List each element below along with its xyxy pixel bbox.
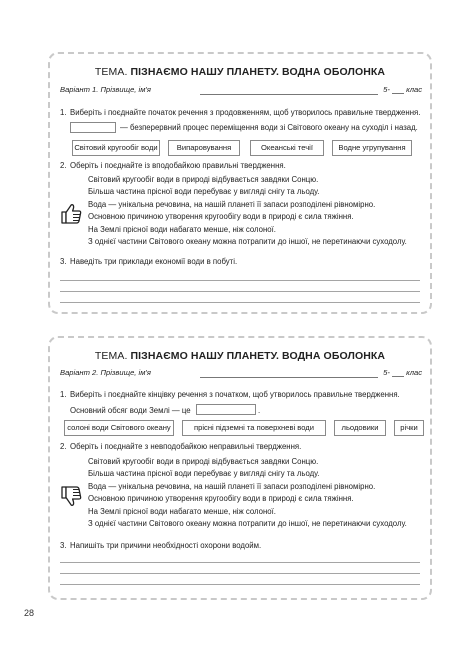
task-text: Наведіть три приклади економії води в побуті. <box>70 257 238 266</box>
option-chip[interactable]: Світовий кругообіг води <box>72 140 160 156</box>
grade-blank[interactable] <box>392 93 404 94</box>
name-input-line[interactable] <box>200 377 378 378</box>
thumbs-down-icon[interactable] <box>60 484 84 508</box>
statement-item[interactable]: На Землі прісної води набагато менше, ніж солоної. <box>88 506 276 516</box>
statement-item[interactable]: Більша частина прісної води перебуває у вигляді снігу та льоду. <box>88 187 320 197</box>
topic-heading <box>50 66 430 78</box>
grade-field <box>383 368 422 377</box>
statement-item[interactable]: Світовий кругообіг води в природі відбувається завдяки Сонцю. <box>88 457 319 466</box>
page-number: 28 <box>24 608 35 618</box>
statement-item[interactable]: Вода — унікальна речовина, на нашій планеті її запаси розподілені рівномірно. <box>88 199 376 209</box>
grade-blank[interactable] <box>392 376 404 377</box>
task-2-instruction <box>60 161 424 171</box>
task-number: 2. <box>60 442 67 451</box>
statement-item[interactable]: Основною причиною утворення кругообігу води в природі є сила тяжіння. <box>88 212 354 222</box>
task-text: Напишіть три причини необхідності охорони водойм. <box>70 541 262 550</box>
topic-label: ТЕМА. <box>94 350 128 362</box>
option-chip[interactable]: Випаровування <box>168 140 240 156</box>
answer-line[interactable] <box>60 302 420 303</box>
task-1-instruction <box>60 108 424 118</box>
sentence-end: . <box>258 406 261 415</box>
option-chip[interactable]: річки <box>394 420 424 436</box>
task-text: Оберіть і поєднайте із вподобайкою правильні твердження. <box>70 161 286 170</box>
student-info-row <box>60 85 422 99</box>
statement-item[interactable]: З однієї частини Світового океану можна потрапити до іншої, не перетинаючи суходолу. <box>88 237 407 247</box>
answer-line[interactable] <box>60 280 420 281</box>
worksheet-variant-1 <box>48 52 432 314</box>
task-number: 2. <box>60 161 67 170</box>
statement-item[interactable]: Світовий кругообіг води в природі відбувається завдяки Сонцю. <box>88 175 319 184</box>
statements-list <box>88 174 424 248</box>
grade-suffix: клас <box>406 85 422 94</box>
statement-item[interactable]: Більша частина прісної води перебуває у вигляді снігу та льоду. <box>88 469 320 479</box>
statement-item[interactable]: З однієї частини Світового океану можна потрапити до іншої, не перетинаючи суходолу. <box>88 519 407 529</box>
variant-label: Варіант 1. Прізвище, ім'я <box>60 85 151 94</box>
task-1-instruction <box>60 390 424 400</box>
statements-list <box>88 456 424 530</box>
answer-blank[interactable] <box>70 122 116 133</box>
option-chip[interactable]: солоні води Світового океану <box>64 420 174 436</box>
task-text: Виберіть і поєднайте початок речення з продовженням, щоб утворилось правильне твердження. <box>70 108 421 117</box>
option-chip[interactable]: льодовики <box>334 420 386 436</box>
thumbs-up-icon[interactable] <box>60 202 84 226</box>
task-text: Оберіть і поєднайте з невподобайкою неправильні твердження. <box>70 442 302 451</box>
statement-item[interactable]: На Землі прісної води набагато менше, ніж солоної. <box>88 224 276 234</box>
statement-item[interactable]: Основною причиною утворення кругообігу води в природі є сила тяжіння. <box>88 494 354 504</box>
task-number: 3. <box>60 257 67 266</box>
grade-prefix: 5- <box>383 368 390 377</box>
variant-label: Варіант 2. Прізвище, ім'я <box>60 368 151 377</box>
answer-line[interactable] <box>60 562 420 563</box>
task-3-instruction <box>60 257 424 267</box>
answer-blank[interactable] <box>196 404 256 415</box>
statement-item[interactable]: Вода — унікальна речовина, на нашій планеті її запаси розподілені рівномірно. <box>88 481 376 491</box>
task-1-sentence: Основний обсяг води Землі — це <box>70 406 191 415</box>
name-input-line[interactable] <box>200 94 378 95</box>
grade-suffix: клас <box>406 368 422 377</box>
option-chip[interactable]: прісні підземні та поверхневі води <box>182 420 326 436</box>
task-number: 1. <box>60 390 67 399</box>
task-number: 3. <box>60 541 67 550</box>
topic-heading <box>50 350 430 362</box>
task-text: Виберіть і поєднайте кінцівку речення з початком, щоб утворилось правильне твердження. <box>70 390 400 399</box>
task-2-instruction <box>60 442 424 452</box>
answer-line[interactable] <box>60 291 420 292</box>
grade-field <box>383 85 422 94</box>
option-chip[interactable]: Водне угрупування <box>332 140 412 156</box>
option-chip[interactable]: Океанські течії <box>250 140 324 156</box>
topic-label: ТЕМА. <box>94 66 128 78</box>
student-info-row <box>60 368 422 382</box>
answer-line[interactable] <box>60 584 420 585</box>
worksheet-variant-2 <box>48 336 432 600</box>
task-3-instruction <box>60 541 424 551</box>
task-1-sentence: — безперервний процес переміщення води зі Світового океану на суходіл і назад. <box>120 123 418 132</box>
task-number: 1. <box>60 108 67 117</box>
topic-title: ПІЗНАЄМО НАШУ ПЛАНЕТУ. ВОДНА ОБОЛОНКА <box>130 350 386 362</box>
topic-title: ПІЗНАЄМО НАШУ ПЛАНЕТУ. ВОДНА ОБОЛОНКА <box>130 66 386 78</box>
grade-prefix: 5- <box>383 85 390 94</box>
answer-line[interactable] <box>60 573 420 574</box>
